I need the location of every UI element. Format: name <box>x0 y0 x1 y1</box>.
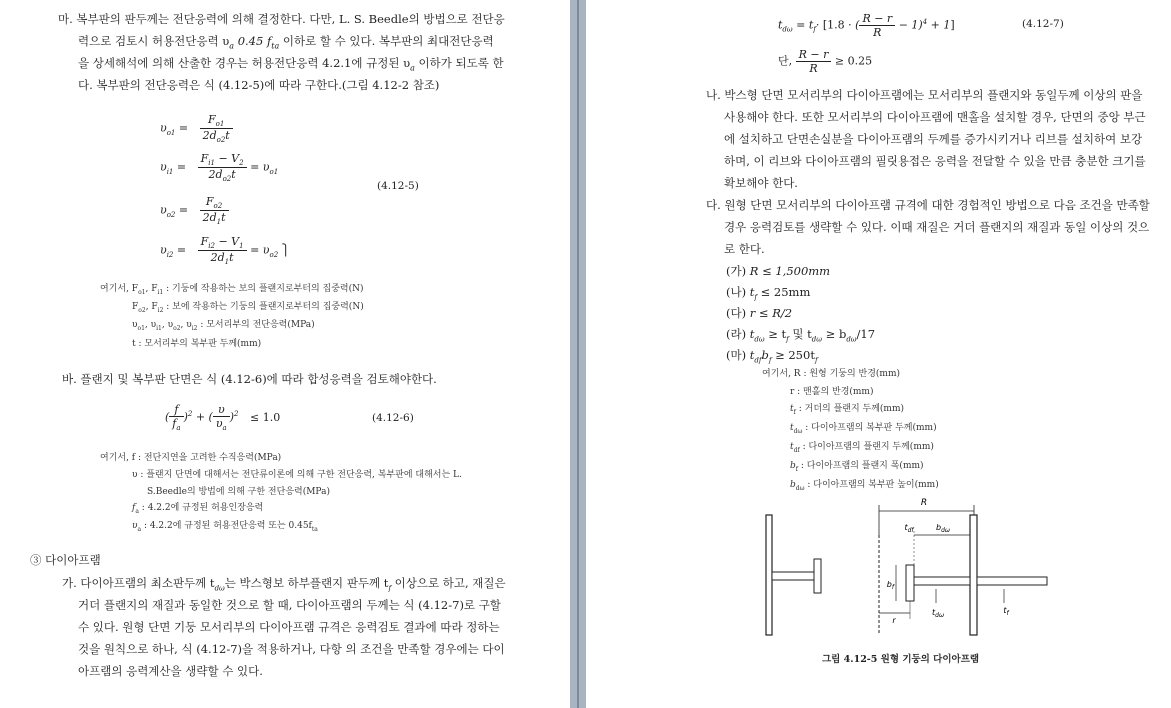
eq5-number: (4.12-5) <box>377 180 419 192</box>
condition-na: (나) $t_f \le 25mm$ <box>726 285 811 302</box>
para-na-line5: 확보해야 한다. <box>724 176 798 190</box>
eq5-row3: $\upsilon_{o2}$ = $\frac{F_{o2}}{2d_1t}$ <box>160 195 229 226</box>
where6-line3: S.Beedle의 방법에 의해 구한 전단응력(MPa) <box>147 487 330 497</box>
label-tf-top: $t_{df}$ <box>904 523 914 534</box>
diaphragm-web <box>914 577 970 585</box>
where5-line2: $F_{o2}$, $F_{i2}$ : 보에 작용하는 기둥의 플랜지로부터의 집중력(N) <box>132 302 364 314</box>
where6-line2: υ : 플랜지 단면에 대해서는 전단류이론에 의해 구한 전단응력, 복부판에 대해서는 L. <box>132 470 462 480</box>
para-na-line3: 에 설치하고 단면손실분을 다이아프램의 두께를 증가시키거나 리브를 설치하여 보강 <box>724 132 1143 146</box>
right-page <box>586 0 1171 708</box>
eq5-row2: $\upsilon_{i1}$ = $\frac{F_{i1} - V_2}{2d_{o2}t}$ = $\upsilon_{o1}$ <box>160 152 279 184</box>
where6-line1: 여기서, f : 전단지연을 고려한 수직응력(MPa) <box>100 453 282 463</box>
label-r: r <box>892 616 896 625</box>
para-ma-line3: 을 상세해석에 의해 산출한 경우는 허용전단응력 4.2.1에 규정된 $\upsilon_a$ 이하가 되도록 한 <box>78 56 504 73</box>
girder-flange <box>977 577 1047 585</box>
label-bf: $b_f$ <box>886 580 894 591</box>
para-ga-line5: 아프램의 응력계산을 생략할 수 있다. <box>78 664 263 678</box>
diaphragm-plate <box>906 565 914 601</box>
eq5-row1: $\upsilon_{o1}$ = $\frac{F_{o1}}{2d_{o2}t}$ <box>160 113 233 144</box>
condition-da: (다) r ≤ R/2 <box>726 306 793 320</box>
para-na-line2: 사용해야 한다. 또한 모서리부의 다이아프램에 맨홀을 설치할 경우, 단면의 중앙 부근 <box>724 110 1146 124</box>
para-da-line1: 다. 원형 단면 모서리부의 다이아프램 규격에 대한 경험적인 방법으로 다음 조건을 만족할 <box>706 198 1150 212</box>
where7-line7: $b_{d\omega}$ : 다이아프램의 복부판 높이(mm) <box>790 480 939 492</box>
para-ga-line2: 거더 플랜지의 재질과 동일한 것으로 할 때, 다이아프램의 두께는 식 (4.12-7)로 구할 <box>78 598 501 612</box>
para-ma-line4: 다. 복부판의 전단응력은 식 (4.12-5)에 따라 구한다.(그림 4.12-2 참조) <box>78 78 440 92</box>
where5-line1: 여기서, $F_{o1}$, $F_{i1}$ : 기둥에 작용하는 보의 플랜지로부터의 집중력(N) <box>100 284 364 296</box>
left-beam-web <box>772 572 814 580</box>
eq7-condition: 단, $\frac{R - r}{R}$ ≥ 0.25 <box>778 48 873 75</box>
para-da-line3: 로 한다. <box>724 242 765 256</box>
condition-ra: (라) $t_{d\omega} \ge t_f$ 및 $t_{d\omega} \ge b_{d\omega}/17$ <box>726 327 876 344</box>
left-page <box>0 0 570 708</box>
where7-line6: $b_f$ : 다이아프램의 플랜지 폭(mm) <box>790 461 924 473</box>
right-column-flange <box>970 515 977 635</box>
para-ma-line1: 마. 복부판의 판두께는 전단응력에 의해 결정한다. 다만, L. S. Beedle의 방법으로 전단응 <box>58 12 505 26</box>
page-gutter <box>570 0 586 708</box>
where7-line2: r : 맨홀의 반경(mm) <box>790 387 874 397</box>
condition-ga: (가) R ≤ 1,500mm <box>726 264 831 278</box>
where7-line5: $t_{df}$ : 다이아프램의 플랜지 두께(mm) <box>790 442 934 454</box>
where5-line4: t : 모서리부의 복부판 두께(mm) <box>132 339 262 349</box>
eq6: ( $\frac{f}{f_a}$ )$^2$ + ( $\frac{\upsilon}{\upsilon_a}$ )$^2$ ≤ 1.0 <box>165 403 281 433</box>
eq5-row4: $\upsilon_{i2}$ = $\frac{F_{i2} - V_1}{2d_1t}$ = $\upsilon_{o2}$ ⎫ <box>160 235 290 267</box>
para-ma-line2: 력으로 검토시 허용전단응력 $\upsilon_a$ 0.45 $f_{ta}$ 이하로 할 수 있다. 복부판의 최대전단응력 <box>78 34 494 51</box>
eq7: $t_{d\omega} = t_f\cdot [1.8$ · ( $\frac{R - r}{R}$ − 1)$^4$ + 1] <box>778 12 955 39</box>
where6-line4: $f_a$ : 4.2.2에 규정된 허용인장응력 <box>132 503 264 515</box>
eq6-number: (4.12-6) <box>372 412 414 424</box>
para-ba: 바. 플랜지 및 복부판 단면은 식 (4.12-6)에 따라 합성응력을 검토해야한다. <box>62 372 437 386</box>
where7-line3: $t_f$ : 거더의 플랜지 두께(mm) <box>790 404 904 416</box>
diaphragm-figure <box>746 495 1086 645</box>
para-ga-line4: 것을 원칙으로 하나, 식 (4.12-7)을 적용하거나, 다항 의 조건을 만족할 경우에는 다이 <box>78 642 505 656</box>
section3-heading: ③ 다이아프램 <box>30 553 101 567</box>
para-da-line2: 경우 응력검토를 생략할 수 있다. 이때 재질은 거더 플랜지의 재질과 동일 이상의 것으 <box>724 220 1150 234</box>
where6-line5: $\upsilon_a$ : 4.2.2에 규정된 허용전단응력 또는 $0.45f_{ta}$ <box>132 521 318 533</box>
label-bdw: $b_{d\omega}$ <box>936 523 950 534</box>
eq7-number: (4.12-7) <box>1022 18 1064 30</box>
left-column-flange <box>766 515 772 635</box>
where5-line3: $\upsilon_{o1}$, $\upsilon_{i1}$, $\upsilon_{o2}$, $\upsilon_{i2}$ : 모서리부의 전단응력(MPa) <box>132 320 315 332</box>
para-na-line4: 하며, 이 리브와 다이아프램의 필릿용접은 응력을 전달할 수 있을 만큼 충분한 크기를 <box>724 154 1146 168</box>
condition-ma: (마) $t_{df}b_f \ge 250t_f$ <box>726 348 818 365</box>
para-na-line1: 나. 박스형 단면 모서리부의 다이아프램에는 모서리부의 플랜지와 동일두께 이상의 판을 <box>706 88 1143 102</box>
left-beam-flange <box>814 559 821 593</box>
para-ga-line3: 수 있다. 원형 단면 기둥 모서리부의 다이아프램 규격은 응력검토 결과에 따라 정하는 <box>78 620 500 634</box>
para-ga-line1: 가. 다이아프램의 최소판두께 $t_{d\omega}$는 박스형보 하부플랜지 판두께 $t_f$ 이상으로 하고, 재질은 <box>62 576 506 593</box>
label-tf: $t_f$ <box>1003 606 1009 617</box>
where7-line4: $t_{d\omega}$ : 다이아프램의 복부판 두께(mm) <box>790 423 937 435</box>
label-tdw: $t_{d\omega}$ <box>932 608 944 619</box>
figure-caption: 그림 4.12-5 원형 기둥의 다이아프램 <box>822 654 980 665</box>
label-R: R <box>920 498 928 508</box>
where7-line1: 여기서, R : 원형 기둥의 반경(mm) <box>762 369 901 379</box>
